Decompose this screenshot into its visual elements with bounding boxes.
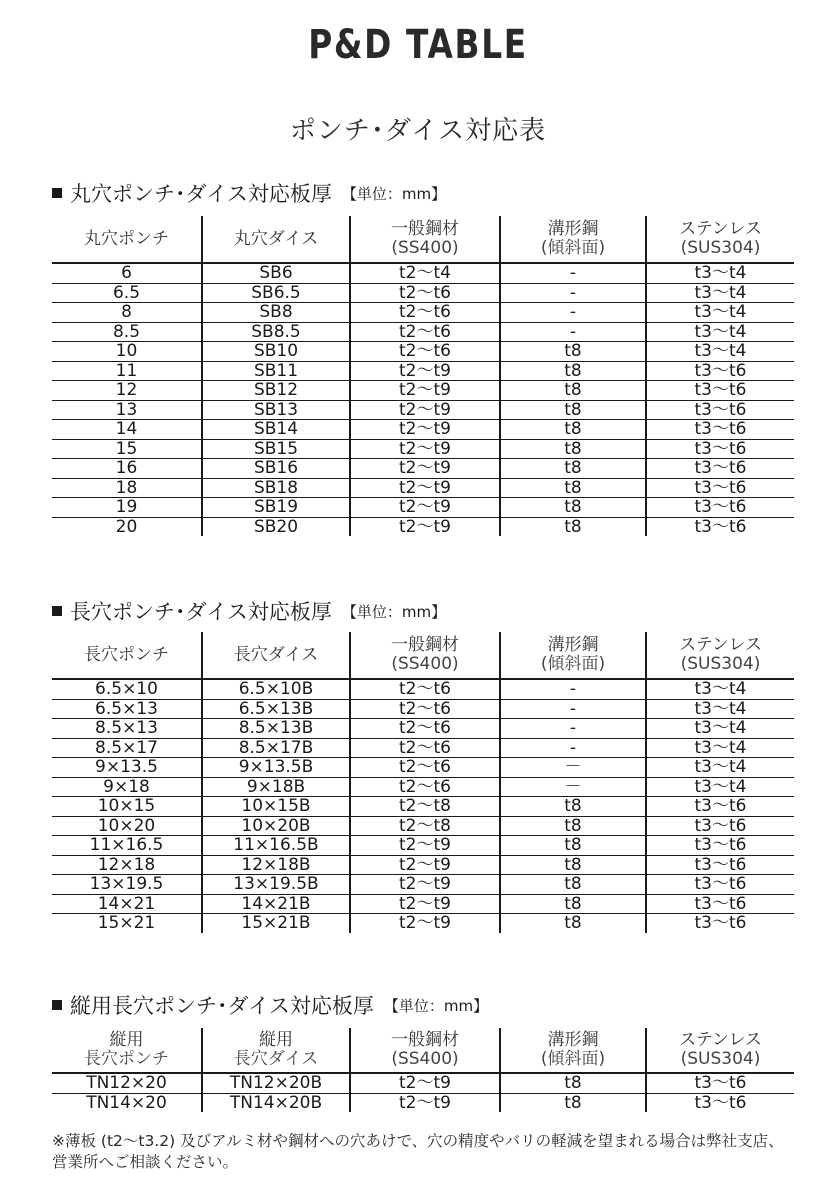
table-cell: 13: [52, 400, 202, 420]
table-cell: t8: [500, 420, 646, 440]
table-cell: t3～t6: [646, 836, 794, 856]
table-cell: -: [500, 738, 646, 758]
table-cell: t8: [500, 875, 646, 895]
column-header: [202, 632, 350, 679]
column-header-line2: (傾斜面): [540, 238, 606, 258]
table-row: [52, 478, 794, 498]
table-row: [52, 914, 794, 933]
column-header-line2: (SS400): [391, 654, 459, 674]
table-cell: -: [500, 303, 646, 323]
table-cell: t3～t4: [646, 283, 794, 303]
table-cell: t8: [500, 459, 646, 479]
table-cell: t8: [500, 381, 646, 401]
column-header: [52, 216, 202, 263]
table-cell: 12×18B: [202, 855, 350, 875]
column-header-line1: 長穴ポンチ: [84, 644, 169, 665]
table-row: [52, 1093, 794, 1112]
table-cell: SB12: [202, 381, 350, 401]
table-cell: 9×18B: [202, 777, 350, 797]
unit-label: 【単位：mm】: [341, 184, 447, 203]
table-cell: 9×13.5B: [202, 758, 350, 778]
column-header-line1: 丸穴ダイス: [233, 228, 319, 249]
table-cell: 10: [52, 342, 202, 362]
column-header-line1: 一般鋼材: [391, 219, 459, 239]
table-cell: t8: [500, 1093, 646, 1112]
table-cell: 14: [52, 420, 202, 440]
table-cell: t8: [500, 836, 646, 856]
table-row: [52, 263, 794, 283]
column-header-line1: ステンレス: [679, 1030, 762, 1050]
table-cell: 6.5×10: [52, 679, 202, 699]
table-cell: -: [500, 283, 646, 303]
table-cell: t8: [500, 400, 646, 420]
table-cell: 20: [115, 516, 138, 537]
table-cell: t3～t6: [646, 459, 794, 479]
table-cell: t8: [500, 816, 646, 836]
column-header-line1: 一般鋼材: [391, 1030, 459, 1050]
table-cell: t2～t9: [350, 381, 500, 401]
table-cell: 14×21: [52, 894, 202, 914]
table-row: [52, 459, 794, 479]
table-row: [52, 342, 794, 362]
table-row: [52, 303, 794, 323]
table-cell: -: [500, 263, 646, 283]
table-cell: 9×18: [52, 777, 202, 797]
table-cell: t3～t6: [646, 400, 794, 420]
column-header-line2: (SS400): [391, 238, 459, 258]
table-cell: 8.5: [52, 322, 202, 342]
column-header-line2: 長穴ポンチ: [84, 1049, 169, 1069]
table-cell: t3～t4: [646, 342, 794, 362]
column-header-line2: (SS400): [391, 1049, 459, 1069]
table-cell: t8: [500, 361, 646, 381]
table-cell: t3～t4: [646, 699, 794, 719]
table-cell: t2～t6: [350, 342, 500, 362]
table-cell: t2～t9: [350, 1073, 500, 1093]
table-cell: 15×21B: [202, 914, 350, 933]
table-cell: t2～t8: [350, 816, 500, 836]
table-row: [52, 1073, 794, 1093]
table-row: [52, 439, 794, 459]
table-cell: SB8.5: [202, 322, 350, 342]
table-row: [52, 836, 794, 856]
table-cell: t2～t9: [350, 498, 500, 518]
column-header: [500, 632, 646, 679]
table-cell: t8: [500, 498, 646, 518]
table-cell: -: [500, 322, 646, 342]
table-row: [52, 679, 794, 699]
table-cell: t3～t6: [646, 914, 794, 933]
table-cell: SB20: [202, 517, 350, 536]
table-cell: 18: [52, 478, 202, 498]
table-cell: t3～t4: [646, 322, 794, 342]
column-header-line1: 長穴ダイス: [233, 644, 319, 665]
table-cell: 8.5×13B: [202, 719, 350, 739]
table-row: [52, 361, 794, 381]
column-header: [500, 1028, 646, 1073]
table-cell: t3～t4: [646, 777, 794, 797]
table-cell: t2～t6: [350, 303, 500, 323]
table-row: [52, 738, 794, 758]
table-cell: t8: [500, 439, 646, 459]
table-cell: t3～t6: [646, 894, 794, 914]
column-header-line2: (SUS304): [680, 238, 761, 258]
column-header-line1: 丸穴ポンチ: [84, 228, 169, 249]
column-header: [350, 216, 500, 263]
table-cell: t2～t6: [350, 738, 500, 758]
table-cell: 8.5×17B: [202, 738, 350, 758]
table-row: [52, 855, 794, 875]
table-cell: t3～t4: [646, 758, 794, 778]
table-cell: t8: [500, 797, 646, 817]
table-cell: t3～t4: [646, 679, 794, 699]
table-cell: 6.5×13: [52, 699, 202, 719]
table-cell: 13×19.5B: [202, 875, 350, 895]
column-header: [52, 632, 202, 679]
vertical-long-hole-table: [52, 1028, 794, 1112]
table-cell: 12: [52, 381, 202, 401]
table-cell: SB11: [202, 361, 350, 381]
table-cell: t8: [500, 894, 646, 914]
table-cell: t3～t4: [646, 719, 794, 739]
table-cell: t3～t4: [646, 303, 794, 323]
table-row: [52, 816, 794, 836]
table-cell: t2～t9: [350, 914, 500, 933]
table-cell: t3～t6: [646, 439, 794, 459]
table-cell: 13×19.5: [52, 875, 202, 895]
table-cell: t2～t9: [350, 836, 500, 856]
table-cell: t3～t6: [646, 875, 794, 895]
column-header: [500, 216, 646, 263]
table-row: [52, 719, 794, 739]
table-cell: t3～t6: [646, 816, 794, 836]
unit-label: 【単位：mm】: [341, 602, 447, 621]
table-cell: t8: [500, 914, 646, 933]
column-header: [646, 216, 794, 263]
table-header-row: [52, 632, 794, 679]
table-cell: t3～t6: [646, 420, 794, 440]
table-cell: t2～t9: [350, 478, 500, 498]
table-cell: t2～t6: [350, 777, 500, 797]
column-header: [202, 216, 350, 263]
table-cell: 12×18: [52, 855, 202, 875]
table-cell: 6: [52, 263, 202, 283]
page-title: P&D TABLE: [308, 22, 528, 68]
table-cell: SB16: [202, 459, 350, 479]
column-header-line2: (SUS304): [680, 654, 761, 674]
column-header: [350, 1028, 500, 1073]
table-header-row: [52, 216, 794, 263]
table-cell: 11×16.5: [52, 836, 202, 856]
round-hole-table: [52, 216, 794, 536]
table-cell: 10×15B: [202, 797, 350, 817]
table-cell: t2～t6: [350, 699, 500, 719]
table-cell: 6.5×13B: [202, 699, 350, 719]
table-cell: 6.5×10B: [202, 679, 350, 699]
table-cell: t3～t6: [646, 498, 794, 518]
table-row: [52, 517, 794, 536]
column-header: [646, 1028, 794, 1073]
table-cell: －: [500, 777, 646, 797]
table-cell: t8: [500, 517, 646, 536]
table-cell: t2～t6: [350, 322, 500, 342]
table-cell: 10×20B: [202, 816, 350, 836]
table-cell: SB19: [202, 498, 350, 518]
table-cell: t2～t9: [350, 875, 500, 895]
table-cell: -: [500, 679, 646, 699]
table-cell: t2～t6: [350, 283, 500, 303]
table-row: [52, 322, 794, 342]
table-cell: t2～t9: [350, 517, 500, 536]
table-cell: t2～t9: [350, 439, 500, 459]
table-cell: t2～t6: [350, 679, 500, 699]
table-cell: t3～t4: [646, 738, 794, 758]
square-bullet-icon: [52, 188, 62, 198]
table-row: [52, 777, 794, 797]
table-cell: t3～t6: [646, 517, 794, 536]
table-cell: SB6.5: [202, 283, 350, 303]
table-row: [52, 797, 794, 817]
table-cell: t2～t9: [350, 361, 500, 381]
table-cell: t2～t9: [350, 1093, 500, 1112]
table-cell: t3～t6: [646, 855, 794, 875]
section-title: 丸穴ポンチ･ダイス対応板厚: [70, 182, 332, 206]
table-cell: t3～t6: [646, 1073, 794, 1093]
table-cell: t8: [500, 342, 646, 362]
table-cell: t8: [500, 855, 646, 875]
table-cell: t3～t6: [646, 361, 794, 381]
table-cell: 8.5×17: [52, 738, 202, 758]
table-row: [52, 875, 794, 895]
long-hole-table: [52, 632, 794, 933]
section-heading-round: [52, 178, 446, 208]
column-header-line2: (傾斜面): [540, 654, 606, 674]
table-cell: 8.5×13: [52, 719, 202, 739]
table-cell: t2～t6: [350, 758, 500, 778]
table-cell: t3～t6: [646, 478, 794, 498]
table-cell: SB15: [202, 439, 350, 459]
table-cell: SB18: [202, 478, 350, 498]
table-cell: t3～t4: [646, 263, 794, 283]
table-cell: 11×16.5B: [202, 836, 350, 856]
section-heading-long: [52, 596, 446, 626]
column-header-line1: 溝形鋼: [547, 635, 599, 655]
unit-label: 【単位：mm】: [383, 996, 489, 1015]
column-header-line1: 縦用: [259, 1030, 293, 1050]
table-row: [52, 420, 794, 440]
table-cell: t3～t6: [646, 1093, 794, 1112]
table-cell: t3～t6: [646, 797, 794, 817]
table-cell: 14×21B: [202, 894, 350, 914]
table-cell: 8: [52, 303, 202, 323]
table-row: [52, 283, 794, 303]
table-cell: t8: [500, 478, 646, 498]
column-header-line1: 溝形鋼: [547, 1030, 599, 1050]
table-cell: -: [500, 719, 646, 739]
table-row: [52, 381, 794, 401]
table-cell: TN14×20B: [202, 1093, 350, 1112]
table-cell: 16: [52, 459, 202, 479]
table-cell: t3～t6: [646, 381, 794, 401]
table-cell: TN12×20: [52, 1073, 202, 1093]
table-row: [52, 400, 794, 420]
table-row: [52, 498, 794, 518]
column-header-line2: (傾斜面): [540, 1049, 606, 1069]
column-header-line1: ステンレス: [679, 219, 762, 239]
column-header-line1: 溝形鋼: [547, 219, 599, 239]
column-header-line1: ステンレス: [679, 635, 762, 655]
table-cell: 6.5: [52, 283, 202, 303]
table-cell: 9×13.5: [52, 758, 202, 778]
section-title: 長穴ポンチ･ダイス対応板厚: [70, 600, 332, 624]
square-bullet-icon: [52, 606, 62, 616]
table-cell: －: [500, 758, 646, 778]
column-header: [350, 632, 500, 679]
table-cell: 15×21: [97, 913, 156, 934]
table-cell: t2～t9: [350, 855, 500, 875]
table-cell: 10×15: [52, 797, 202, 817]
table-cell: SB8: [202, 303, 350, 323]
table-cell: t2～t8: [350, 797, 500, 817]
table-cell: 11: [52, 361, 202, 381]
column-header-line1: 縦用: [109, 1030, 144, 1050]
table-row: [52, 758, 794, 778]
column-header: [202, 1028, 350, 1073]
footnote: ※薄板 (t2～t3.2) 及びアルミ材や鋼材への穴あけで、穴の精度やバリの軽減を望まれる場合は弊社支店、営業所へご相談ください。: [52, 1132, 784, 1171]
table-cell: t2～t4: [350, 263, 500, 283]
table-cell: t2～t9: [350, 459, 500, 479]
section-title: 縦用長穴ポンチ･ダイス対応板厚: [70, 994, 374, 1018]
table-row: [52, 699, 794, 719]
table-cell: SB13: [202, 400, 350, 420]
page-subtitle: ポンチ･ダイス対応表: [289, 116, 547, 146]
table-cell: 15: [52, 439, 202, 459]
column-header-line2: 長穴ダイス: [233, 1049, 319, 1069]
table-cell: TN14×20: [86, 1092, 167, 1113]
table-cell: SB6: [202, 263, 350, 283]
table-cell: -: [500, 699, 646, 719]
column-header-line1: 一般鋼材: [391, 635, 459, 655]
column-header-line2: (SUS304): [680, 1049, 761, 1069]
table-header-row: [52, 1028, 794, 1073]
table-cell: t2～t9: [350, 400, 500, 420]
table-cell: 10×20: [52, 816, 202, 836]
table-cell: t2～t6: [350, 719, 500, 739]
column-header: [52, 1028, 202, 1073]
section-heading-vertical: [52, 990, 488, 1020]
table-cell: SB14: [202, 420, 350, 440]
table-cell: 19: [52, 498, 202, 518]
square-bullet-icon: [52, 1000, 62, 1010]
table-row: [52, 894, 794, 914]
table-cell: t2～t9: [350, 420, 500, 440]
table-cell: t8: [500, 1073, 646, 1093]
table-cell: TN12×20B: [202, 1073, 350, 1093]
table-cell: t2～t9: [350, 894, 500, 914]
table-cell: SB10: [202, 342, 350, 362]
column-header: [646, 632, 794, 679]
